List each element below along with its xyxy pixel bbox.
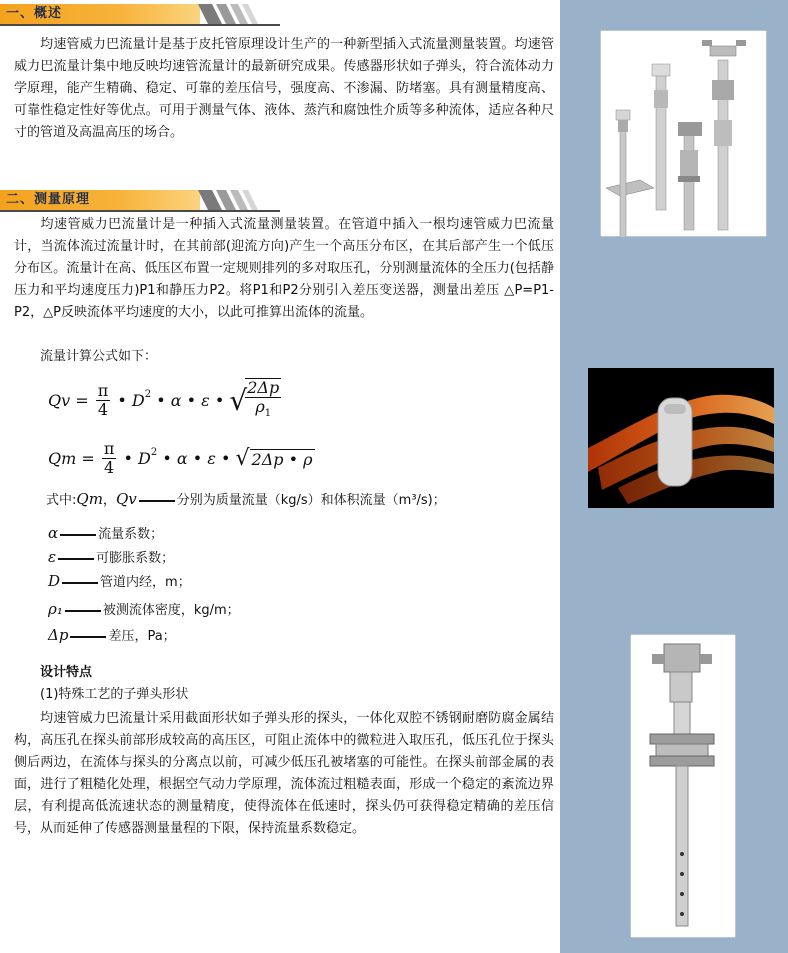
header-stripes-decoration	[198, 190, 278, 210]
sqrt-radical: √ $\frac{2\Delta p}{\rho_1}$	[229, 378, 283, 423]
principle-paragraph	[14, 214, 554, 324]
header-stripes-decoration	[198, 4, 278, 24]
definition-density: ρ₁ 被测流体密度，kg/m；	[48, 600, 240, 618]
diameter-symbol: D	[131, 391, 145, 411]
alpha-symbol: α	[170, 391, 182, 411]
section-underline	[0, 210, 280, 212]
section-underline	[0, 24, 280, 26]
definition-diameter: D 管道内经，m；	[48, 572, 191, 590]
formula-qv: Qv = $\frac{\pi}{4}$ • $D^2$ • α • ε • √ $\frac{2\Delta p}{\rho_1}$	[48, 378, 283, 423]
features-text: 均速管威力巴流量计采用截面形状如子弹头形的探头，一体化双腔不锈钢耐磨防腐金属结构，高压孔在探头前部形成较高的高压区，可阻止流体中的微粒进入取压孔，低压孔位于探头侧后两边，在流体与探头的分离点以前，可减少低压孔被堵塞的可能性。在探头前部金属的表面，进行了粗糙化处理，根据空气动力学原理，流体流过粗糙表面，形成一个稳定的紊流边界层，有利提高低流速状态的测量精度，使得流体在低速时，探头仍可获得稳定精确的差压信号，从而延伸了传感器测量量程的下限，保持流量系数稳定。	[14, 711, 554, 836]
product-probes-photo	[600, 30, 767, 237]
section-header-principle	[0, 190, 280, 210]
overview-text: 均速管威力巴流量计是基于皮托管原理设计生产的一种新型插入式流量测量装置。均速管威力巴流量计集中地反映均速管流量计的最新研究成果。传感器形状如子弹头，符合流体动力学原理，能产生精确、稳定、可靠的差压信号，强度高、不渗漏、防堵塞。具有测量精度高、可靠性稳定性好等优点。可用于测量气体、液体、蒸汽和腐蚀性介质等多种流体，适应各种尺寸的管道及高温高压的场合。	[14, 37, 554, 140]
sidebar-panel	[560, 0, 788, 953]
flange-probe-photo	[630, 634, 736, 938]
sqrt-radical: √ 2Δp • ρ	[235, 446, 313, 471]
section-title: 一、概述	[6, 6, 63, 21]
principle-text: 均速管威力巴流量计是一种插入式流量测量装置。在管道中插入一根均速管威力巴流量计，当流体流过流量计时，在其前部(迎流方向)产生一个高压分布区，在其后部产生一个低压分布区。流量计在高、低压区布置一定规则排列的多对取压孔，分别测量流体的全压力(包括静压力和平均速度压力)P1和静压力P2。将P1和P2分别引入差压变送器，测量出差压 △P=P1-P2，△P反映流体平均速度的大小，以此可推算出流体的流量。	[14, 217, 554, 320]
section-header-overview	[0, 4, 280, 24]
formula-lhs: Qv	[48, 391, 71, 411]
definitions-intro: 式中:Qm，Qv 分别为质量流量（kg/s）和体积流量（m³/s)；	[46, 490, 446, 508]
formula-lhs: Qm	[48, 449, 77, 468]
flow-visualization-photo	[588, 368, 774, 508]
features-subheading: (1)特殊工艺的子弹头形状	[40, 687, 189, 702]
pi-over-four: $\frac{\pi}{4}$	[103, 439, 115, 477]
features-heading: 设计特点	[40, 665, 93, 680]
definition-delta-p: Δp 差压，Pa；	[48, 626, 176, 644]
definition-epsilon: ε 可膨胀系数；	[48, 548, 175, 566]
pi-over-four: $\frac{\pi}{4}$	[97, 381, 109, 420]
diameter-symbol: D	[138, 449, 151, 468]
overview-paragraph	[14, 34, 554, 144]
formula-intro: 流量计算公式如下：	[40, 349, 158, 364]
section-title: 二、测量原理	[6, 192, 91, 207]
epsilon-symbol: ε	[207, 449, 216, 468]
features-paragraph	[14, 708, 554, 840]
equals-sign: =	[81, 449, 95, 468]
epsilon-symbol: ε	[201, 391, 210, 411]
equals-sign: =	[75, 391, 89, 411]
formula-qm: Qm = $\frac{\pi}{4}$ • $D^2$ • α • ε • √ 2Δp • ρ	[48, 439, 313, 477]
alpha-symbol: α	[176, 449, 188, 468]
definition-alpha: α 流量系数；	[48, 524, 164, 542]
